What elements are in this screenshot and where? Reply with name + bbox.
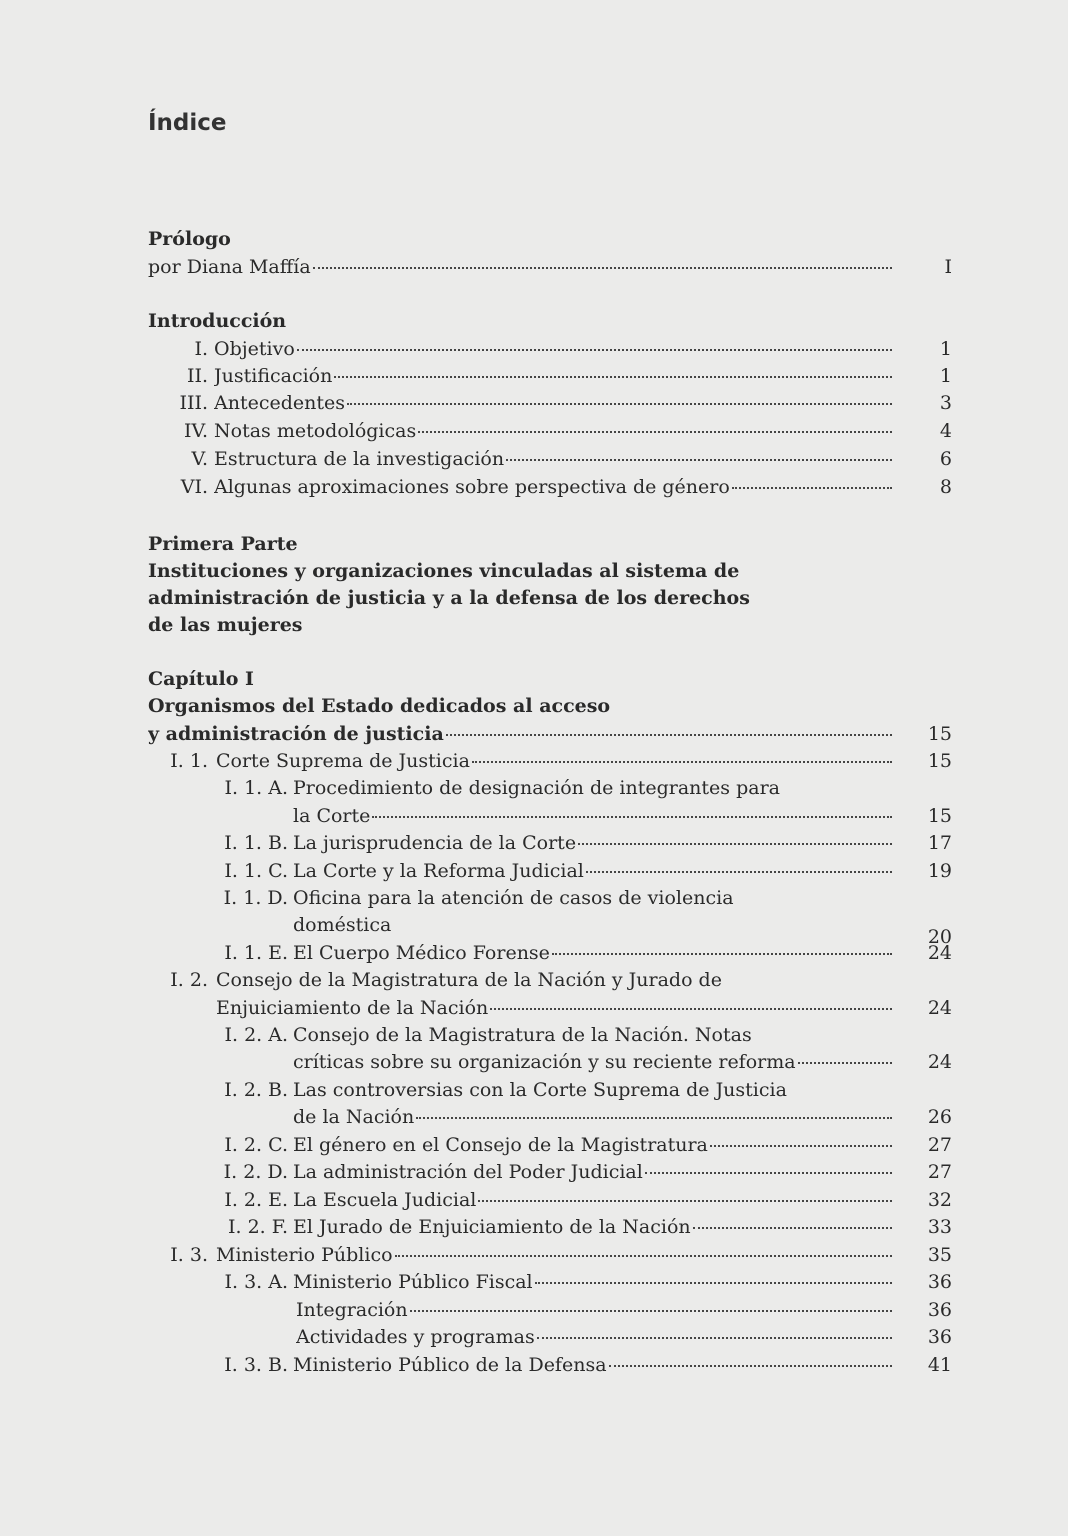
dot-leader [372,815,892,818]
toc-entry-text: Estructura de la investigación [214,448,505,470]
toc-entry [0,1269,1068,1296]
entry-number: I. 3. A. [224,1271,288,1293]
page-number: 3 [939,392,952,414]
entry-number: I. [194,338,208,360]
toc-entry-title [293,940,896,967]
dot-leader [446,733,892,736]
toc-entry-title [293,1352,896,1379]
introduccion-heading: Introducción [148,310,287,332]
page-number: 27 [927,1134,952,1156]
section-heading [0,226,1068,253]
dot-leader [798,1061,892,1064]
toc-entry [0,363,1068,390]
toc-entry [0,1297,1068,1324]
toc-entry-text: Ministerio Público de la Defensa [293,1354,607,1376]
dot-leader [609,1364,892,1367]
toc-entry-text: Antecedentes [214,392,345,414]
dot-leader [490,1007,892,1010]
part-title: administración de justicia y a la defensa de los derechos [148,587,750,609]
page-number: 15 [927,805,952,827]
chapter-label: Capítulo I [148,668,254,690]
dot-leader [537,1336,892,1339]
toc-entry-title [293,1049,896,1076]
dot-leader [334,375,892,378]
dot-leader [693,1226,892,1229]
page-number: 4 [939,420,952,442]
toc-entry-text: Objetivo [214,338,295,360]
toc-entry-text: Justificación [214,365,333,387]
toc-entry [0,474,1068,501]
part-title-line [0,558,1068,585]
page-number: 20 [927,926,952,948]
toc-entry-text: La jurisprudencia de la Corte [293,832,577,854]
page-number: 17 [927,832,952,854]
page-number: 32 [927,1189,952,1211]
entry-number: I. 2. E. [224,1189,288,1211]
part-title: Instituciones y organizaciones vinculadas al sistema de [148,560,740,582]
page-number: 36 [927,1326,952,1348]
toc-entry-title [293,803,896,830]
entry-number: I. 2. [170,969,208,991]
toc-entry-text: La Corte y la Reforma Judicial [293,860,584,882]
toc-entry-text: El género en el Consejo de la Magistratura [293,1134,708,1156]
toc-entry [0,885,1068,912]
entry-number: I. 1. [170,750,208,772]
entry-number: I. 2. A. [224,1024,288,1046]
toc-entry [0,1324,1068,1351]
toc-entry [0,1187,1068,1214]
toc-entry-title [293,830,896,857]
entry-number: I. 1. A. [224,777,288,799]
dot-leader [472,760,892,763]
toc-entry [0,1242,1068,1269]
chapter-title-entry [0,721,1068,748]
toc-entry-text: Las controversias con la Corte Suprema de Justicia [293,1079,787,1101]
chapter-label-line [0,666,1068,693]
page-number: 6 [939,448,952,470]
toc-entry [0,967,1068,994]
page-number: 24 [927,942,952,964]
page-number: 35 [927,1244,952,1266]
dot-leader [410,1309,892,1312]
entry-number: I. 1. B. [224,832,288,854]
page-number: 15 [927,750,952,772]
entry-number: I. 2. C. [224,1134,288,1156]
dot-leader [418,430,892,433]
entry-number: I. 1. D. [223,887,288,909]
toc-entry-text: La Escuela Judicial [293,1189,477,1211]
page-number: 36 [927,1271,952,1293]
toc-entry-title [214,474,896,501]
entry-number: I. 3. [170,1244,208,1266]
toc-entry-title [293,775,896,802]
dot-leader [586,870,892,873]
part-label: Primera Parte [148,533,298,555]
toc-entry-title [216,967,896,994]
entry-number: VI. [180,476,208,498]
part-title-line [0,612,1068,639]
toc-entry-title [293,885,896,912]
page-number: 15 [927,723,952,745]
toc-entry-text: Corte Suprema de Justicia [216,750,470,772]
toc-entry-title [214,363,896,390]
page-number: 26 [927,1106,952,1128]
toc-entry-title [296,1324,896,1351]
toc-entry-title [293,1022,896,1049]
entry-number: I. 2. D. [223,1161,288,1183]
toc-entry [0,1214,1068,1241]
dot-leader [578,842,892,845]
toc-entry-continuation [0,912,1068,948]
toc-entry-title [214,446,896,473]
toc-entry-continuation [0,1104,1068,1131]
toc-entry-text: Ministerio Público [216,1244,393,1266]
toc-entry [0,336,1068,363]
prologo-heading: Prólogo [148,228,231,250]
toc-entry-text: El Jurado de Enjuiciamiento de la Nación [293,1216,691,1238]
entry-number: III. [179,392,208,414]
toc-entry-text: Ministerio Público Fiscal [293,1271,533,1293]
entry-number: I. 1. E. [224,942,288,964]
dot-leader [552,952,892,955]
dot-leader [395,1254,892,1257]
toc-entry-title [293,1077,896,1104]
toc-entry-text: de la Nación [293,1106,415,1128]
toc-entry [0,1022,1068,1049]
entry-number: IV. [184,420,208,442]
toc-entry [0,1159,1068,1186]
dot-leader [645,1171,892,1174]
toc-entry [0,418,1068,445]
part-label-line [0,531,1068,558]
toc-entry-text: Notas metodológicas [214,420,417,442]
section-heading [0,308,1068,335]
dot-leader [313,266,892,269]
toc-entry-title [293,1269,896,1296]
toc-entry-text: por Diana Maffía [148,256,311,278]
toc-entry [0,775,1068,802]
toc-entry [0,390,1068,417]
toc-entry-text: El Cuerpo Médico Forense [293,942,550,964]
part-title: de las mujeres [148,614,303,636]
toc-entry-text: la Corte [293,805,371,827]
toc-entry [0,446,1068,473]
chapter-title: y administración de justicia [148,723,444,745]
part-title-line [0,585,1068,612]
toc-entry-text: Oficina para la atención de casos de violencia [293,887,734,909]
page-number: 1 [939,365,952,387]
page-number: 33 [927,1216,952,1238]
toc-entry [0,1132,1068,1159]
page-number: I [944,256,952,278]
toc-entry-title [293,912,813,939]
toc-entry-title [293,1132,896,1159]
dot-leader [347,402,892,405]
toc-entry-title [293,1104,896,1131]
toc-entry-text: Consejo de la Magistratura de la Nación. Notas [293,1024,752,1046]
entry-number: V. [191,448,208,470]
toc-entry-continuation [0,1049,1068,1076]
toc-entry-title [214,336,896,363]
toc-entry [0,1077,1068,1104]
entry-number: I. 3. B. [224,1354,288,1376]
toc-entry-title [214,418,896,445]
dot-leader [710,1144,892,1147]
toc-entry-text: Integración [296,1299,408,1321]
entry-number: II. [186,365,208,387]
toc-entry-text: Algunas aproximaciones sobre perspectiva de género [214,476,730,498]
toc-entry [0,1352,1068,1379]
toc-entry-title [293,1159,896,1186]
dot-leader [416,1116,892,1119]
page-title: Índice [148,110,227,136]
dot-leader [297,348,892,351]
entry-number: I. 2. F. [227,1216,288,1238]
toc-entry-title [148,721,896,748]
page-number: 41 [927,1354,952,1376]
toc-entry-title [293,1214,896,1241]
toc-entry-title [296,1297,896,1324]
page-number: 1 [939,338,952,360]
toc-entry-title [216,995,896,1022]
page-number: 27 [927,1161,952,1183]
dot-leader [506,458,892,461]
page-number: 24 [927,1051,952,1073]
page-number: 36 [927,1299,952,1321]
toc-entry-text: críticas sobre su organización y su reciente reforma [293,1051,796,1073]
entry-number: I. 1. C. [224,860,288,882]
toc-entry-text: Actividades y programas [296,1326,535,1348]
dot-leader [478,1199,892,1202]
toc-entry [0,858,1068,885]
toc-entry-title [216,748,896,775]
toc-entry-title [214,390,896,417]
chapter-title: Organismos del Estado dedicados al acceso [148,695,611,717]
toc-entry-title [293,1187,896,1214]
toc-entry-title [293,858,896,885]
toc-entry [0,830,1068,857]
page-number: 8 [939,476,952,498]
page-number: 24 [927,997,952,1019]
entry-number: I. 2. B. [224,1079,288,1101]
toc-entry-text: doméstica [293,914,392,936]
toc-entry-text: La administración del Poder Judicial [293,1161,643,1183]
chapter-title-line [0,693,1068,720]
toc-entry-text: Consejo de la Magistratura de la Nación y Jurado de [216,969,722,991]
toc-entry [0,254,1068,281]
toc-entry-continuation [0,803,1068,830]
toc-entry-text: Procedimiento de designación de integrantes para [293,777,780,799]
page-number: 19 [927,860,952,882]
toc-entry-text: Enjuiciamiento de la Nación [216,997,489,1019]
toc-entry [0,748,1068,775]
toc-entry-title [148,254,896,281]
dot-leader [535,1281,892,1284]
toc-entry-continuation [0,995,1068,1022]
dot-leader [732,486,892,489]
toc-entry [0,940,1068,967]
toc-entry-title [216,1242,896,1269]
